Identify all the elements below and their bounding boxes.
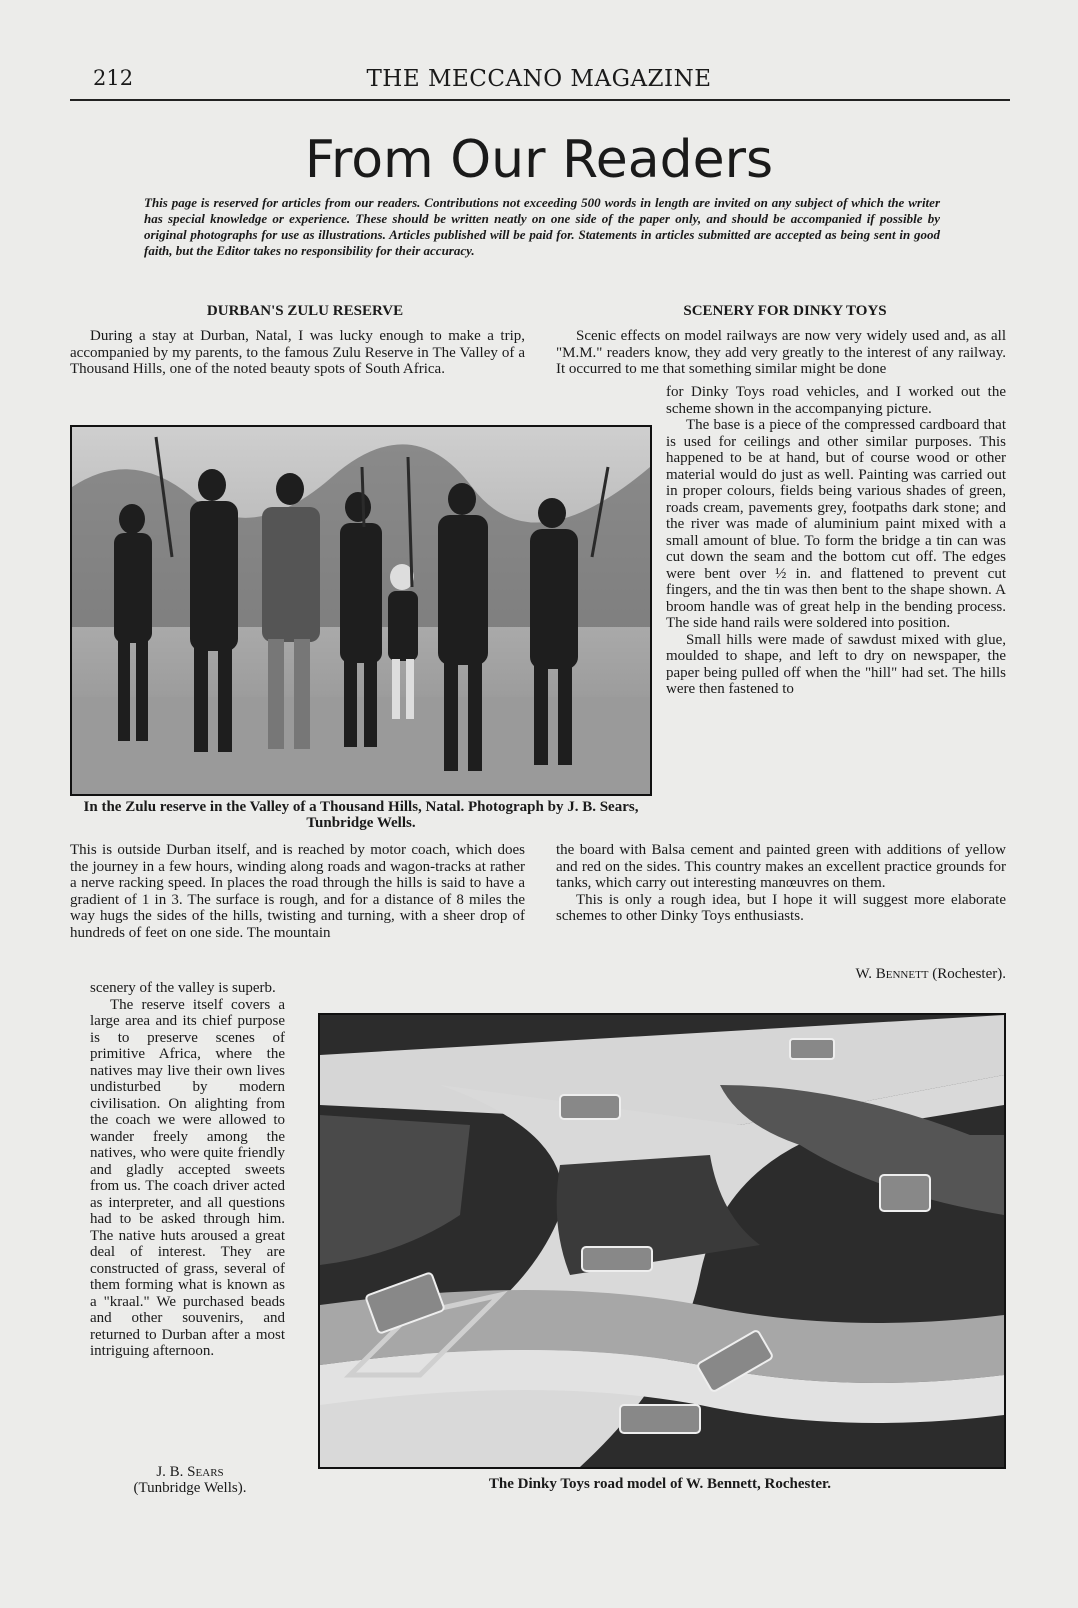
article1-intro (70, 328, 525, 378)
article2-column-narrow (666, 384, 1006, 698)
zulu-photo-caption: In the Zulu reserve in the Valley of a Thousand Hills, Natal. Photograph by J. B. Sears, Tunbridge Wells. (83, 799, 639, 831)
page-number: 212 (93, 66, 134, 90)
article1-p2: This is outside Durban itself, and is reached by motor coach, which does the journey in a few hours, winding along roads and wagon-tracks at rather a nerve racking speed. In places the road through the hills is said to have a gradient of 1 in 3. The surface is rough, and for a distance of 8 miles the way hugs the sides of the hills, twisting and turning, with a sheer drop of hundreds of feet on one side. The mountain (70, 842, 525, 941)
zulu-reserve-photo (70, 425, 652, 796)
article2-signature (720, 966, 1006, 983)
article2-continuation (556, 842, 1006, 925)
article1-location: (Tunbridge Wells). (133, 1480, 247, 1496)
magazine-title: THE MECCANO MAGAZINE (366, 66, 712, 92)
article1-heading: DURBAN'S ZULU RESERVE (206, 303, 404, 319)
article1-signature (100, 1464, 280, 1496)
article2-p1b: for Dinky Toys road vehicles, and I worked out the scheme shown in the accompanying picture. (666, 384, 1006, 417)
article1-author: J. B. Sears (156, 1464, 224, 1480)
dinky-photo-caption: The Dinky Toys road model of W. Bennett, Rochester. (488, 1476, 832, 1492)
article2-p4: This is only a rough idea, but I hope it will suggest more elaborate schemes to other Dinky Toys enthusiasts. (556, 891, 1006, 924)
article1-narrow-column (90, 980, 285, 1360)
page-title: From Our Readers (304, 130, 774, 190)
article2-p2: The base is a piece of the compressed cardboard that is used for ceilings and other similar purposes. This happened to be at hand, but of course wood or other material would do just as well. Painting was carried out in proper colours, fields being various shades of green, roads cream, pavements grey, footpaths dark stone; and the river was made of aluminium paint mixed with a small amount of blue. To form the bridge a tin can was cut down the seam and the bottom cut off. The edges were bent over ½ in. and flattened to prevent cut fingers, and the tin was then bent to the shape shown. A broom handle was of great help in the bending process. The side hand rails were soldered into position. (666, 417, 1006, 631)
article1-p2b: scenery of the valley is superb. (90, 980, 276, 996)
article2-author: W. Bennett (855, 966, 929, 982)
article1-p1: During a stay at Durban, Natal, I was lucky enough to make a trip, accompanied by my parents, to the famous Zulu Reserve in The Valley of a Thousand Hills, one of the noted beauty spots of South Africa. (70, 328, 525, 377)
article1-p2-block (70, 842, 525, 941)
article1-p3: The reserve itself covers a large area and its chief purpose is to preserve scenes of primitive Africa, where the natives may live their own lives undisturbed by modern civilisation. On alighting from the coach we were allowed to wander freely among the natives, who were quite friendly and gladly accepted sweets from us. The coach driver acted as interpreter, and all questions had to be asked through him. The native huts aroused a great deal of interest. They are constructed of grass, several of them forming what is known as a "kraal." We purchased beads and other souvenirs, and returned to Durban after a most intriguing afternoon. (90, 996, 285, 1359)
dinky-toys-photo (318, 1013, 1006, 1469)
intro-paragraph: This page is reserved for articles from our readers. Contributions not exceeding 500 words in length are invited on any subject of which the writer has special knowledge or experience. These should be written neatly on one side of the paper only, and should be accompanied if possible by original photographs for use as illustrations. Articles published will be paid for. Statements in articles submitted are accepted as being sent in good faith, but the Editor takes no responsibility for their accuracy. (144, 195, 940, 258)
article2-p3a: Small hills were made of sawdust mixed with glue, moulded to shape, and left to dry on newspaper, the paper being pulled off when the "hill" had set. The hills were then fastened to (666, 631, 1006, 697)
article2-location: (Rochester). (932, 966, 1006, 982)
dinky-model-illustration (320, 1015, 1004, 1467)
header-rule (70, 99, 1010, 101)
article2-p1a-text: Scenic effects on model railways are now very widely used and, as all "M.M." readers know, they add very greatly to the interest of any railway. It occurred to me that something similar might be done (556, 328, 1006, 377)
zulu-photo-illustration (72, 427, 650, 794)
article2-heading: SCENERY FOR DINKY TOYS (683, 303, 887, 319)
article2-p1a (556, 328, 1006, 378)
article2-p3b: the board with Balsa cement and painted green with additions of yellow and red on the sides. This country makes an excellent practice grounds for tanks, which carry out interesting manœuvres on them. (556, 842, 1006, 891)
